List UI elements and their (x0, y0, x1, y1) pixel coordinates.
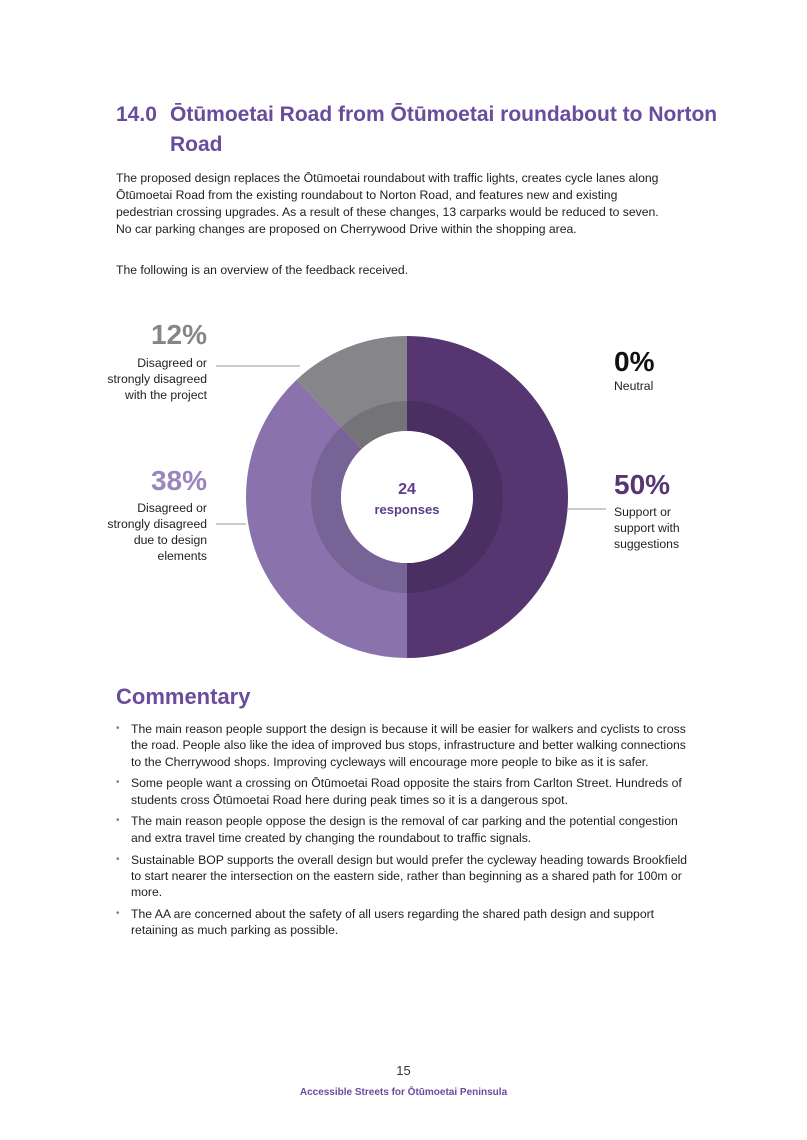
commentary-title: Commentary (116, 684, 251, 709)
bullet-icon: • (116, 815, 120, 827)
intro-paragraph: The proposed design replaces the Ōtūmoetai roundabout with traffic lights, creates cycle lanes along Ōtūmoetai Road from the existing roundabout to Norton Road, and features new and existing pedestrian crossing upgrades. As a result of these changes, 13 carparks would be reduced to seven. No car parking changes are proposed on Cherrywood Drive within the shopping area. (116, 171, 659, 236)
section-number: 14.0 (116, 103, 157, 126)
slice-label-neutral: Neutral (614, 379, 654, 393)
page-footer: Accessible Streets for Ōtūmoetai Peninsula (299, 1087, 508, 1098)
commentary-item: • The main reason people oppose the design is the removal of car parking and the potential congestion and extra travel time created by changing the roundabout to traffic signals. (116, 814, 678, 845)
commentary-item: • Sustainable BOP supports the overall design but would prefer the cycleway heading towards Brookfield to start nearer the intersection on the eastern side, rather than beginning as a shared path for 100m or more. (116, 852, 687, 900)
slice-percent-disagree-project: 12% (150, 319, 207, 350)
commentary-item: • Some people want a crossing on Ōtūmoetai Road opposite the stairs from Carlton Street. Hundreds of students cross Ōtūmoetai Road here during peak times so it is a dangerous spot. (116, 776, 682, 807)
bullet-icon: • (116, 777, 120, 789)
commentary-item: • The AA are concerned about the safety of all users regarding the shared path design and support retaining as much parking as possible. (116, 906, 655, 938)
bullet-icon: • (116, 853, 120, 865)
commentary-list (116, 721, 696, 944)
chart-center-count: 24 (398, 481, 416, 498)
slice-label-support: Support or support with suggestions (614, 505, 680, 551)
section-title: Ōtūmoetai Road from Ōtūmoetai roundabout to Norton Road (170, 103, 718, 156)
bullet-icon: • (116, 907, 120, 919)
commentary-item: • The main reason people support the design is because it will be easier for walkers and cyclists to cross the road. People also like the idea of improved bus stops, infrastructure and better walking connections to the Cherrywood shops. Improving cycleways will encourage more people to bike as it is safer. (116, 722, 686, 769)
page-number: 15 (396, 1063, 411, 1078)
slice-label-disagree-design: Disagreed or strongly disagreed due to design elements (107, 501, 207, 563)
overview-paragraph: The following is an overview of the feedback received. (116, 263, 408, 277)
bullet-icon: • (116, 723, 120, 734)
slice-label-disagree-project: Disagreed or strongly disagreed with the project (107, 356, 207, 402)
slice-percent-support: 50% (614, 469, 671, 500)
slice-percent-disagree-design: 38% (150, 465, 207, 496)
chart-center-unit: responses (374, 502, 440, 517)
slice-percent-neutral: 0% (614, 346, 655, 377)
